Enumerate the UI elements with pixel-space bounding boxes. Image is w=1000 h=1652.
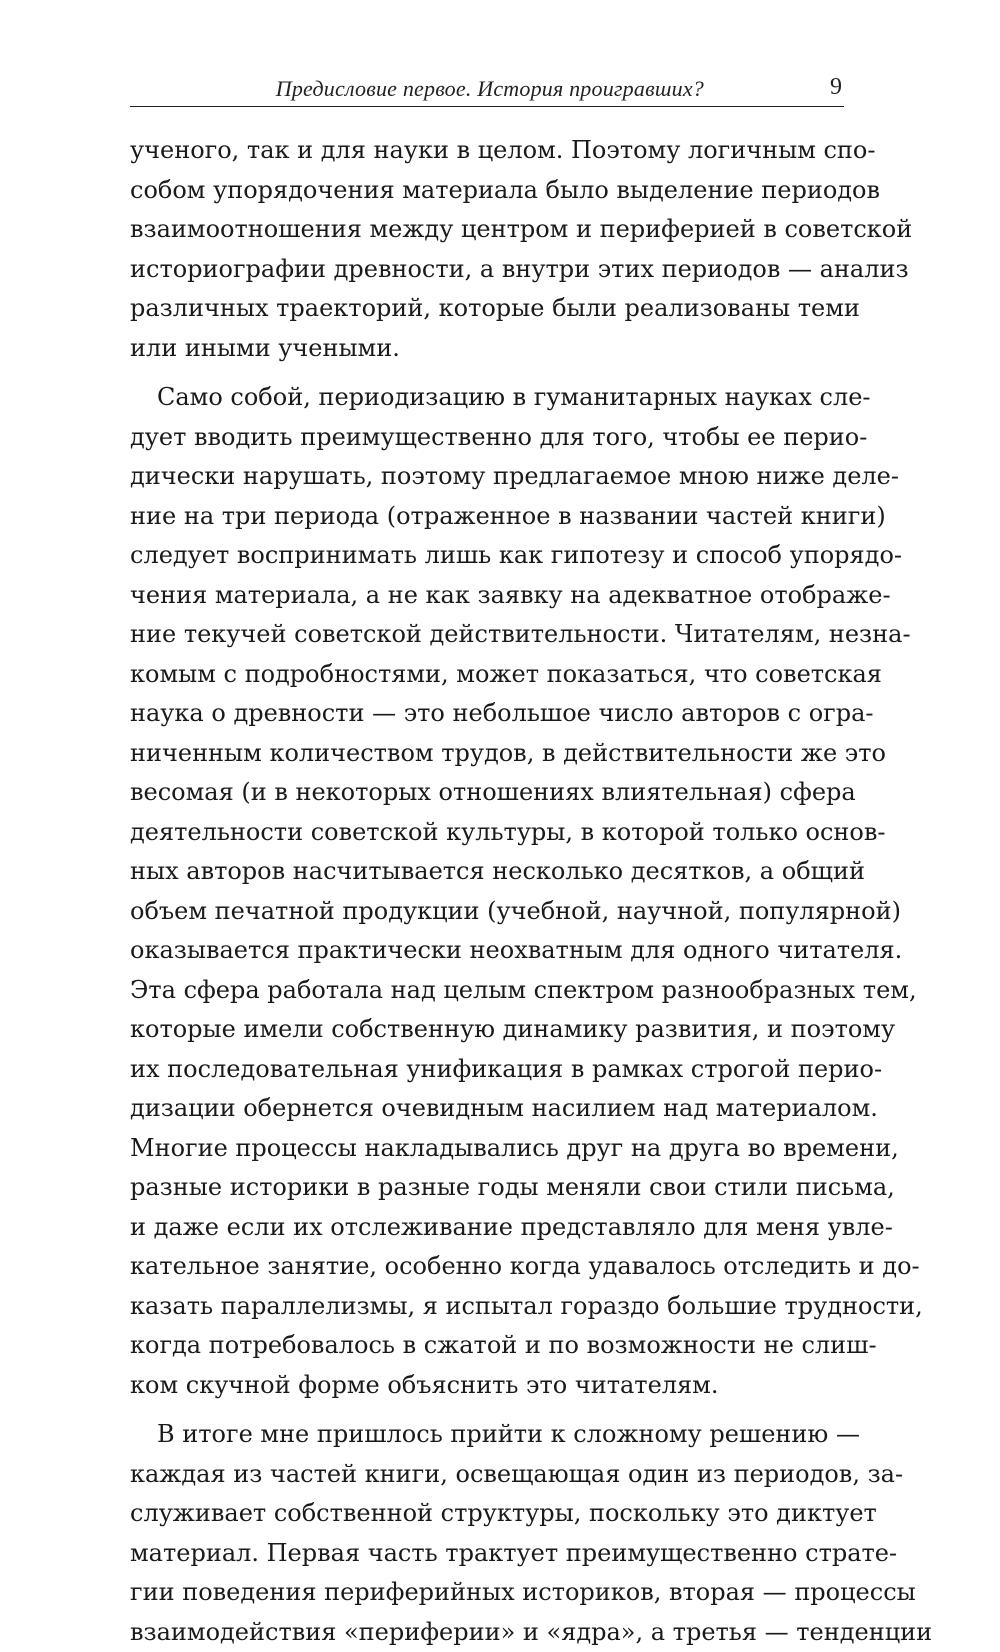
text-line: дует вводить преимущественно для того, чтобы ее перио-	[130, 418, 844, 458]
text-line: и даже если их отслеживание представляло для меня увле-	[130, 1208, 844, 1248]
text-line: дически нарушать, поэтому предлагаемое мною ниже деле-	[130, 457, 844, 497]
text-line: историографии древности, а внутри этих периодов — анализ	[130, 250, 844, 290]
text-line: наука о древности — это небольшое число авторов с огра-	[130, 694, 844, 734]
text-line: Эта сфера работала над целым спектром разнообразных тем,	[130, 971, 844, 1011]
text-line: взаимоотношения между центром и периферией в советской	[130, 210, 844, 250]
text-line: оказывается практически неохватным для одного читателя.	[130, 931, 844, 971]
text-line: которые имели собственную динамику развития, и поэтому	[130, 1010, 844, 1050]
text-line: служивает собственной структуры, поскольку это диктует	[130, 1494, 844, 1534]
text-line: следует воспринимать лишь как гипотезу и способ упорядо-	[130, 536, 844, 576]
text-line: В итоге мне пришлось прийти к сложному решению —	[130, 1415, 844, 1455]
paragraph	[130, 1415, 844, 1652]
text-line: материал. Первая часть трактует преимущественно страте-	[130, 1534, 844, 1574]
text-line: кательное занятие, особенно когда удавалось отследить и до-	[130, 1247, 844, 1287]
text-line: казать параллелизмы, я испытал гораздо большие трудности,	[130, 1287, 844, 1327]
text-line: ние на три периода (отраженное в названии частей книги)	[130, 497, 844, 537]
text-line: весомая (и в некоторых отношениях влиятельная) сфера	[130, 773, 844, 813]
text-line: собом упорядочения материала было выделение периодов	[130, 171, 844, 211]
text-line: ных авторов насчитывается несколько десятков, а общий	[130, 852, 844, 892]
text-line: ученого, так и для науки в целом. Поэтому логичным спо-	[130, 131, 844, 171]
text-line: каждая из частей книги, освещающая один из периодов, за-	[130, 1455, 844, 1495]
text-line: чения материала, а не как заявку на адекватное отображе-	[130, 576, 844, 616]
text-line: Само собой, периодизацию в гуманитарных науках сле-	[130, 378, 844, 418]
text-line: дизации обернется очевидным насилием над материалом.	[130, 1089, 844, 1129]
page-number: 9	[830, 74, 842, 101]
text-line: Многие процессы накладывались друг на друга во времени,	[130, 1129, 844, 1169]
body-text	[130, 131, 844, 1652]
text-line: разные историки в разные годы меняли свои стили письма,	[130, 1168, 844, 1208]
page-header	[130, 72, 844, 107]
text-line: их последовательная унификация в рамках строгой перио-	[130, 1050, 844, 1090]
text-line: гии поведения периферийных историков, вторая — процессы	[130, 1573, 844, 1613]
text-line: или иными учеными.	[130, 329, 844, 369]
text-line: объем печатной продукции (учебной, научной, популярной)	[130, 892, 844, 932]
text-line: комым с подробностями, может показаться, что советская	[130, 655, 844, 695]
paragraph	[130, 131, 844, 368]
paragraph	[130, 378, 844, 1405]
text-line: различных траекторий, которые были реализованы теми	[130, 289, 844, 329]
text-line: ние текучей советской действительности. Читателям, незна-	[130, 615, 844, 655]
text-line: ниченным количеством трудов, в действительности же это	[130, 734, 844, 774]
text-line: когда потребовалось в сжатой и по возможности не слиш-	[130, 1326, 844, 1366]
running-title: Предисловие первое. История проигравших?	[276, 76, 704, 102]
text-line: ком скучной форме объяснить это читателям.	[130, 1366, 844, 1406]
text-line: деятельности советской культуры, в которой только основ-	[130, 813, 844, 853]
text-line: взаимодействия «периферии» и «ядра», а третья — тенденции	[130, 1613, 844, 1652]
